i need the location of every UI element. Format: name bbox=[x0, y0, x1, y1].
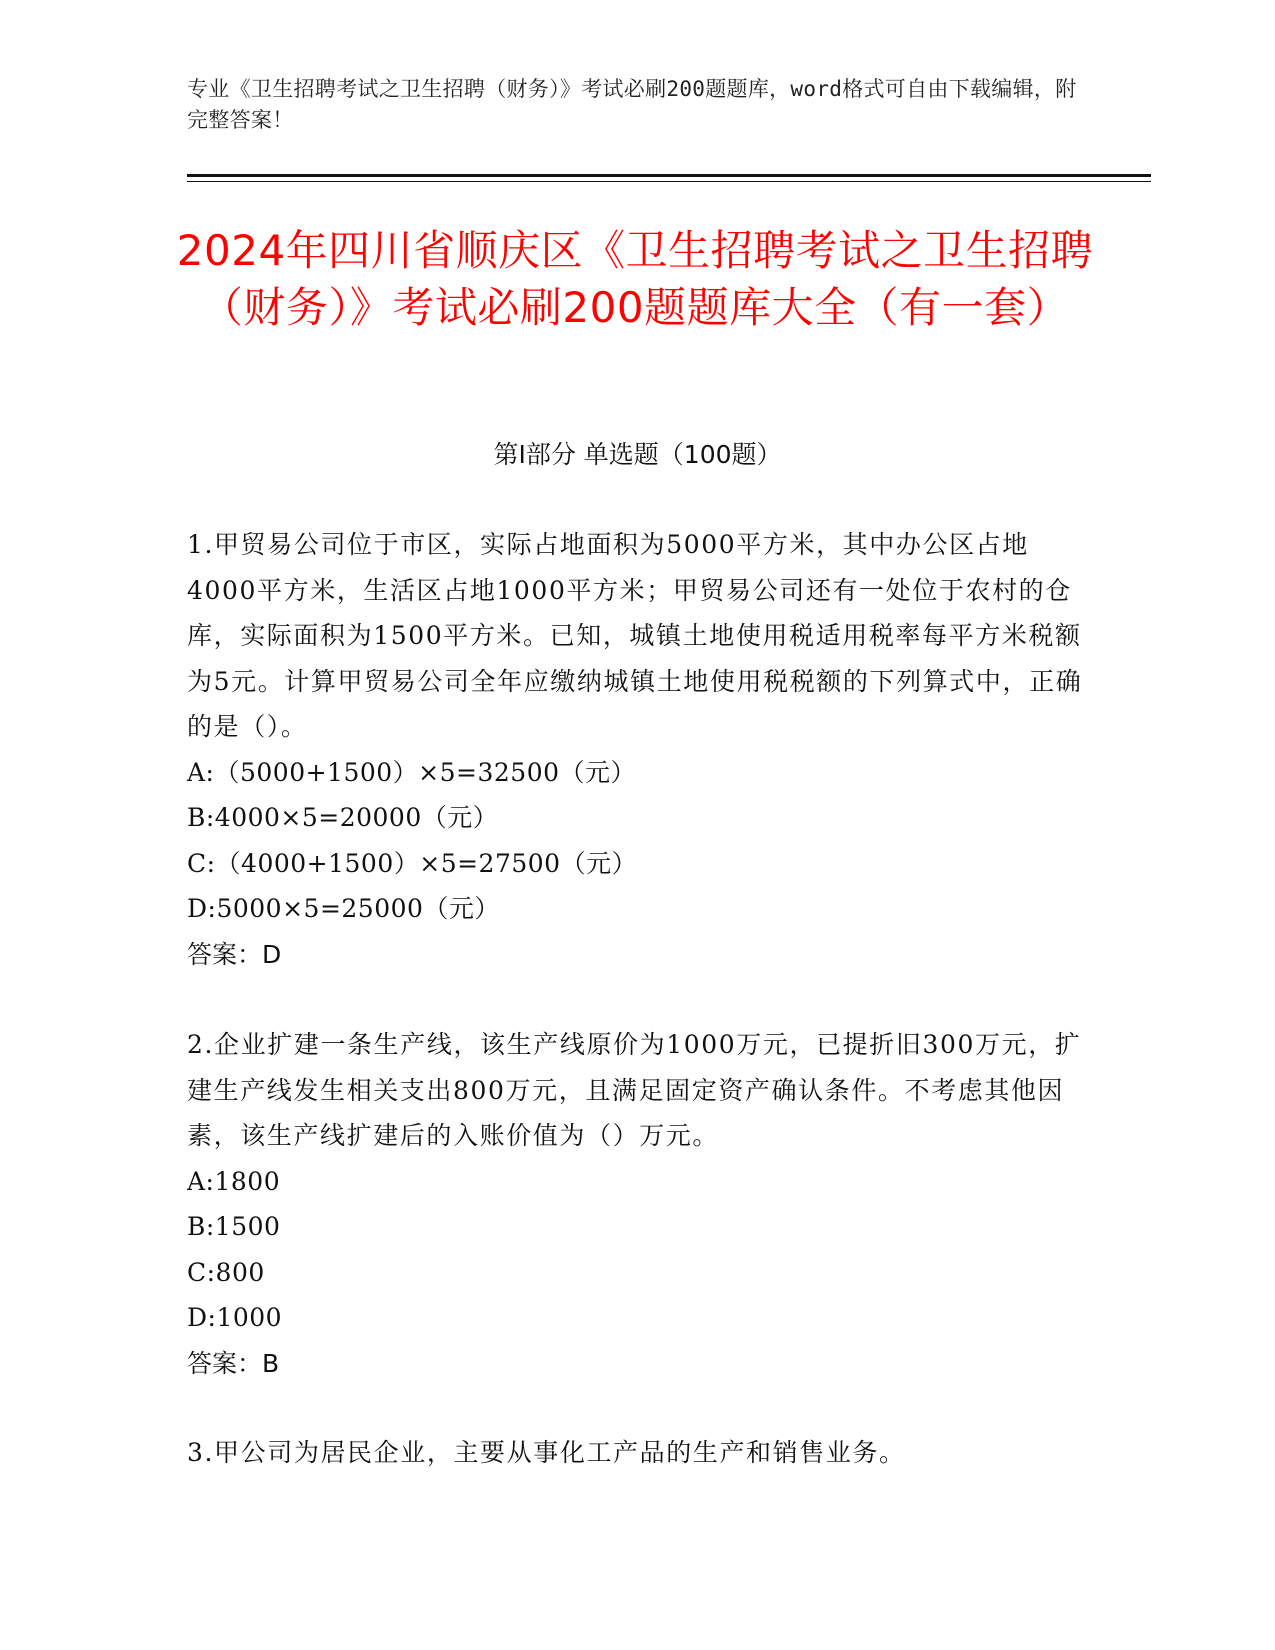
option-d: D:5000×5=25000（元） bbox=[187, 894, 500, 923]
header-rule-thin bbox=[187, 181, 1151, 182]
document-title: 2024年四川省顺庆区《卫生招聘考试之卫生招聘（财务）》考试必刷200题题库大全（有一套） bbox=[176, 226, 1094, 332]
header-rule-thick bbox=[187, 174, 1151, 177]
question-2 bbox=[187, 1022, 1087, 1386]
header-note: 专业《卫生招聘考试之卫生招聘（财务）》考试必刷200题题库，word格式可自由下载编辑，附完整答案！ bbox=[187, 77, 1077, 132]
option-a: A:（5000+1500）×5=32500（元） bbox=[187, 757, 636, 787]
option-c: C:（4000+1500）×5=27500（元） bbox=[187, 848, 638, 878]
answer: 答案：D bbox=[187, 939, 282, 969]
question-3 bbox=[187, 1430, 1087, 1476]
section-title: 第Ⅰ部分 单选题（100题） bbox=[493, 440, 782, 469]
question-1 bbox=[187, 522, 1087, 977]
question-stem: 1.甲贸易公司位于市区，实际占地面积为5000平方米，其中办公区占地4000平方米，生活区占地1000平方米；甲贸易公司还有一处位于农村的仓库，实际面积为1500平方米。已知，城镇土地使用税适用税率每平方米税额为5元。计算甲贸易公司全年应缴纳城镇土地使用税税额的下列算式中，正确的是（）。 bbox=[187, 530, 1083, 741]
option-a: A:1800 bbox=[187, 1166, 281, 1196]
option-b: B:4000×5=20000（元） bbox=[187, 803, 499, 832]
option-b: B:1500 bbox=[187, 1212, 281, 1241]
answer: 答案：B bbox=[187, 1348, 280, 1378]
question-stem: 3.甲公司为居民企业，主要从事化工产品的生产和销售业务。 bbox=[187, 1438, 906, 1467]
option-c: C:800 bbox=[187, 1257, 265, 1287]
option-d: D:1000 bbox=[187, 1303, 283, 1332]
question-stem: 2.企业扩建一条生产线，该生产线原价为1000万元，已提折旧300万元，扩建生产线发生相关支出800万元，且满足固定资产确认条件。不考虑其他因素，该生产线扩建后的入账价值为（）万元。 bbox=[187, 1030, 1082, 1150]
